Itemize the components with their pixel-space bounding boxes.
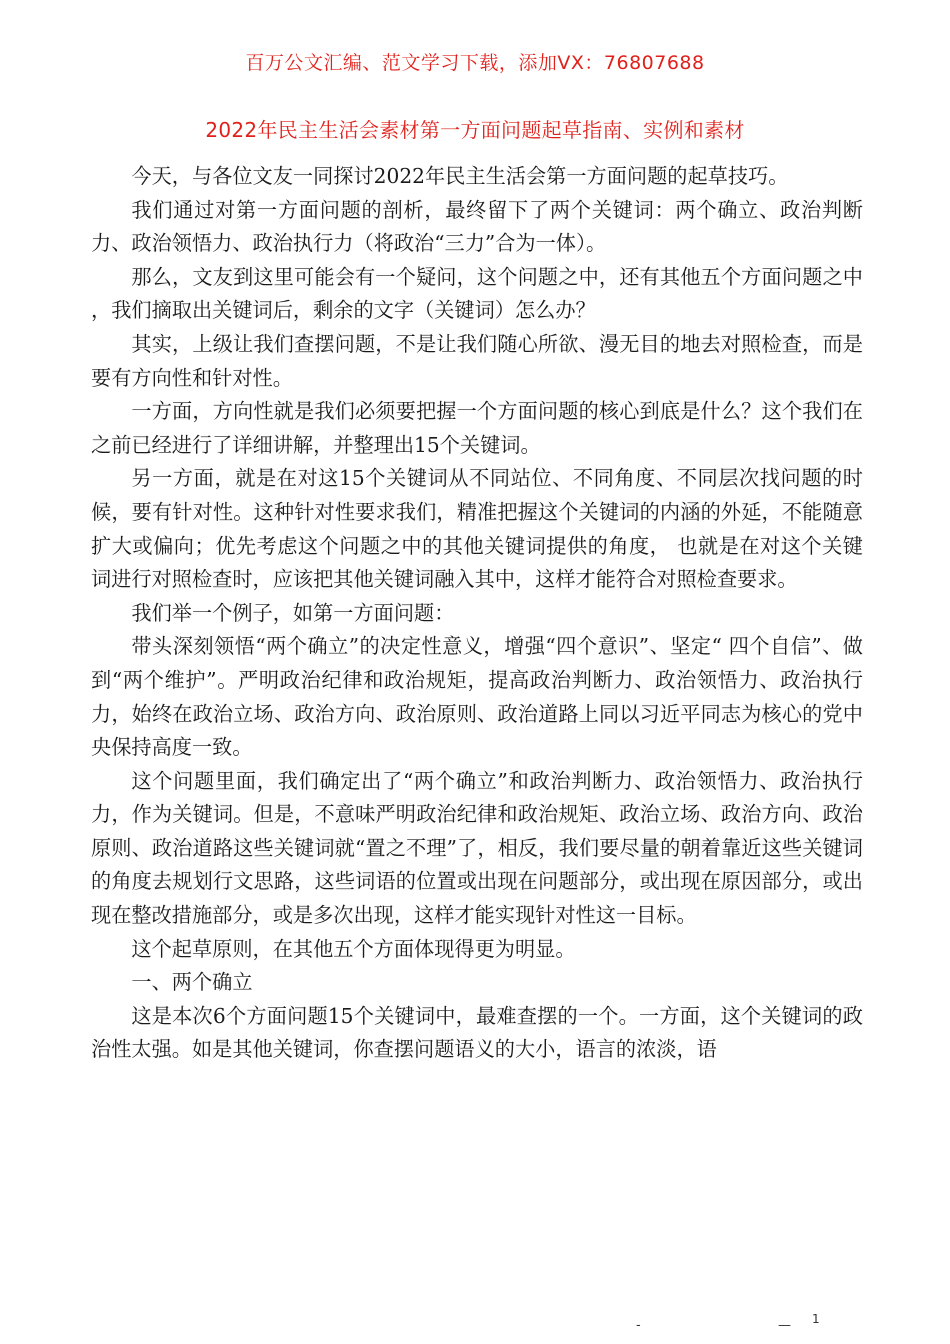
- document-body: [91, 160, 863, 1067]
- paragraph: 带头深刻领悟“两个确立”的决定性意义，增强“四个意识”、坚定“ 四个自信”、做到“两个维护”。严明政治纪律和政治规矩，提高政治判断力、政治领悟力、政治执行力，始终在政治立场、政治方向、政治原则、政治道路上同以习近平同志为核心的党中央保持高度一致。: [91, 634, 863, 760]
- header-banner: 百万公文汇编、范文学习下载，添加VX：76807688: [245, 52, 705, 74]
- paragraph: 这个起草原则，在其他五个方面体现得更为明显。: [131, 936, 576, 961]
- paragraph: 其实，上级让我们查摆问题，不是让我们随心所欲、漫无目的地去对照检查，而是要有方向性和针对性。: [91, 331, 863, 390]
- footer-right-mark: —: [778, 1318, 791, 1333]
- footer-left-mark: -: [636, 1318, 641, 1333]
- paragraph: 我们通过对第一方面问题的剖析，最终留下了两个关键词：两个确立、政治判断力、政治领悟力、政治执行力（将政治“三力”合为一体）。: [91, 197, 863, 256]
- section-heading: 一、两个确立: [131, 970, 253, 995]
- document-title: 2022年民主生活会素材第一方面问题起草指南、实例和素材: [205, 118, 745, 142]
- paragraph: 一方面，方向性就是我们必须要把握一个方面问题的核心到底是什么？这个我们在之前已经进行了详细讲解，并整理出15个关键词。: [91, 399, 863, 457]
- paragraph: 那么，文友到这里可能会有一个疑问，这个问题之中，还有其他五个方面问题之中 ，我们摘取出关键词后，剩余的文字（关键词）怎么办？: [91, 264, 863, 323]
- page-footer: [0, 1312, 950, 1338]
- paragraph: 我们举一个例子，如第一方面问题：: [131, 600, 455, 625]
- paragraph: 这个问题里面，我们确定出了“两个确立”和政治判断力、政治领悟力、政治执行力，作为关键词。但是，不意味严明政治纪律和政治规矩、政治立场、政治方向、政治原则、政治道路这些关键词就“置之不理”了，相反，我们要尽量的朝着靠近这些关键词的角度去规划行文思路，这些词语的位置或出现在问题部分，或出现在原因部分，或出现在整改措施部分，或是多次出现，这样才能实现针对性这一目标。: [91, 768, 863, 928]
- paragraph: 另一方面，就是在对这15个关键词从不同站位、不同角度、不同层次找问题的时候，要有针对性。这种针对性要求我们，精准把握这个关键词的内涵的外延，不能随意扩大或偏向；优先考虑这个问题之中的其他关键词提供的角度， 也就是在对这个关键词进行对照检查时，应该把其他关键词融入其中，这样才能符合对照检查要求。: [91, 466, 863, 592]
- paragraph: 这是本次6个方面问题15个关键词中，最难查摆的一个。一方面，这个关键词的政治性太强。如是其他关键词，你查摆问题语义的大小，语言的浓淡，语: [91, 1003, 863, 1062]
- page-number: 1: [812, 1312, 820, 1326]
- paragraph: 今天，与各位文友一同探讨2022年民主生活会第一方面问题的起草技巧。: [131, 164, 789, 188]
